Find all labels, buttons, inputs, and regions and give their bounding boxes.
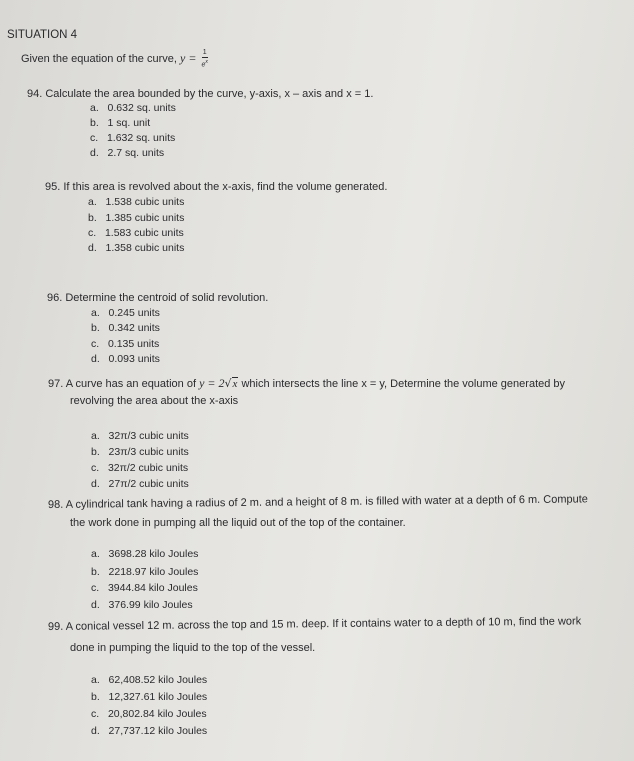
- question-99: [48, 615, 581, 634]
- question-96: [47, 292, 268, 305]
- intro-equation-lhs: y =: [180, 51, 197, 66]
- option-96-c[interactable]: c. 0.135 units: [91, 338, 160, 350]
- fraction-exponent: x: [205, 59, 208, 65]
- question-text-b: which intersects the line x = y, Determine the volume generated by: [241, 378, 566, 390]
- option-99-d[interactable]: d. 27,737.12 kilo Joules: [91, 725, 208, 737]
- option-96-a[interactable]: a. 0.245 units: [91, 307, 160, 319]
- question-text-a: A curve has an equation of: [65, 378, 197, 390]
- fraction-denominator: $e^x$: [201, 59, 208, 69]
- question-number: 96.: [47, 292, 63, 304]
- option-97-d[interactable]: d. 27π/2 cubic units: [91, 478, 189, 490]
- option-98-c[interactable]: c. 3944.84 kilo Joules: [91, 582, 198, 594]
- equation-lhs: y = 2: [199, 376, 225, 390]
- sqrt-radicand: x: [232, 378, 238, 390]
- option-97-c[interactable]: c. 32π/2 cubic units: [91, 462, 189, 474]
- question-97-line2: revolving the area about the x-axis: [70, 395, 239, 407]
- option-98-b[interactable]: b. 2218.97 kilo Joules: [91, 566, 199, 578]
- option-95-c[interactable]: c. 1.583 cubic units: [88, 227, 184, 239]
- option-94-d[interactable]: d. 2.7 sq. units: [90, 147, 165, 159]
- option-96-d[interactable]: d. 0.093 units: [91, 353, 160, 365]
- option-99-b[interactable]: b. 12,327.61 kilo Joules: [91, 691, 208, 703]
- intro-text: Given the equation of the curve,: [21, 53, 177, 66]
- option-99-c[interactable]: c. 20,802.84 kilo Joules: [91, 708, 207, 720]
- fraction-numerator: 1: [202, 49, 207, 56]
- question-text: If this area is revolved about the x-axis, find the volume generated.: [63, 181, 388, 193]
- sqrt-symbol: √: [224, 377, 232, 390]
- option-94-b[interactable]: b. 1 sq. unit: [90, 117, 151, 129]
- option-94-a[interactable]: a. 0.632 sq. units: [90, 102, 176, 114]
- option-97-a[interactable]: a. 32π/3 cubic units: [91, 430, 189, 442]
- option-98-a[interactable]: a. 3698.28 kilo Joules: [91, 548, 199, 560]
- question-text: Calculate the area bounded by the curve, y-axis, x – axis and x = 1.: [45, 88, 374, 100]
- question-97: [48, 377, 565, 391]
- question-text: Determine the centroid of solid revolution.: [65, 292, 269, 304]
- option-98-d[interactable]: d. 376.99 kilo Joules: [91, 599, 193, 611]
- option-97-b[interactable]: b. 23π/3 cubic units: [91, 446, 189, 458]
- question-text: A conical vessel 12 m. across the top and 15 m. deep. If it contains water to a depth of 10 m, find the work: [65, 615, 582, 633]
- intro-fraction: [202, 49, 208, 69]
- question-number: 95.: [45, 181, 61, 193]
- question-number: 94.: [27, 88, 43, 100]
- question-95: [45, 181, 387, 194]
- question-number: 98.: [47, 498, 64, 511]
- question-number: 97.: [48, 378, 64, 390]
- intro-line: [21, 49, 210, 69]
- option-99-a[interactable]: a. 62,408.52 kilo Joules: [91, 674, 208, 686]
- option-96-b[interactable]: b. 0.342 units: [91, 322, 160, 334]
- option-95-b[interactable]: b. 1.385 cubic units: [88, 212, 185, 224]
- question-text: A cylindrical tank having a radius of 2 m. and a height of 8 m. is filled with water at a depth of 6 m. Compute: [65, 493, 588, 511]
- question-98-line2: the work done in pumping all the liquid out of the top of the container.: [70, 517, 406, 529]
- option-95-d[interactable]: d. 1.358 cubic units: [88, 242, 185, 254]
- question-94: [27, 88, 373, 101]
- option-94-c[interactable]: c. 1.632 sq. units: [90, 132, 176, 144]
- question-number: 99.: [47, 620, 64, 633]
- question-98: [48, 493, 588, 512]
- option-95-a[interactable]: a. 1.538 cubic units: [88, 196, 185, 208]
- question-99-line2: done in pumping the liquid to the top of the vessel.: [70, 642, 316, 654]
- situation-heading: SITUATION 4: [7, 29, 78, 41]
